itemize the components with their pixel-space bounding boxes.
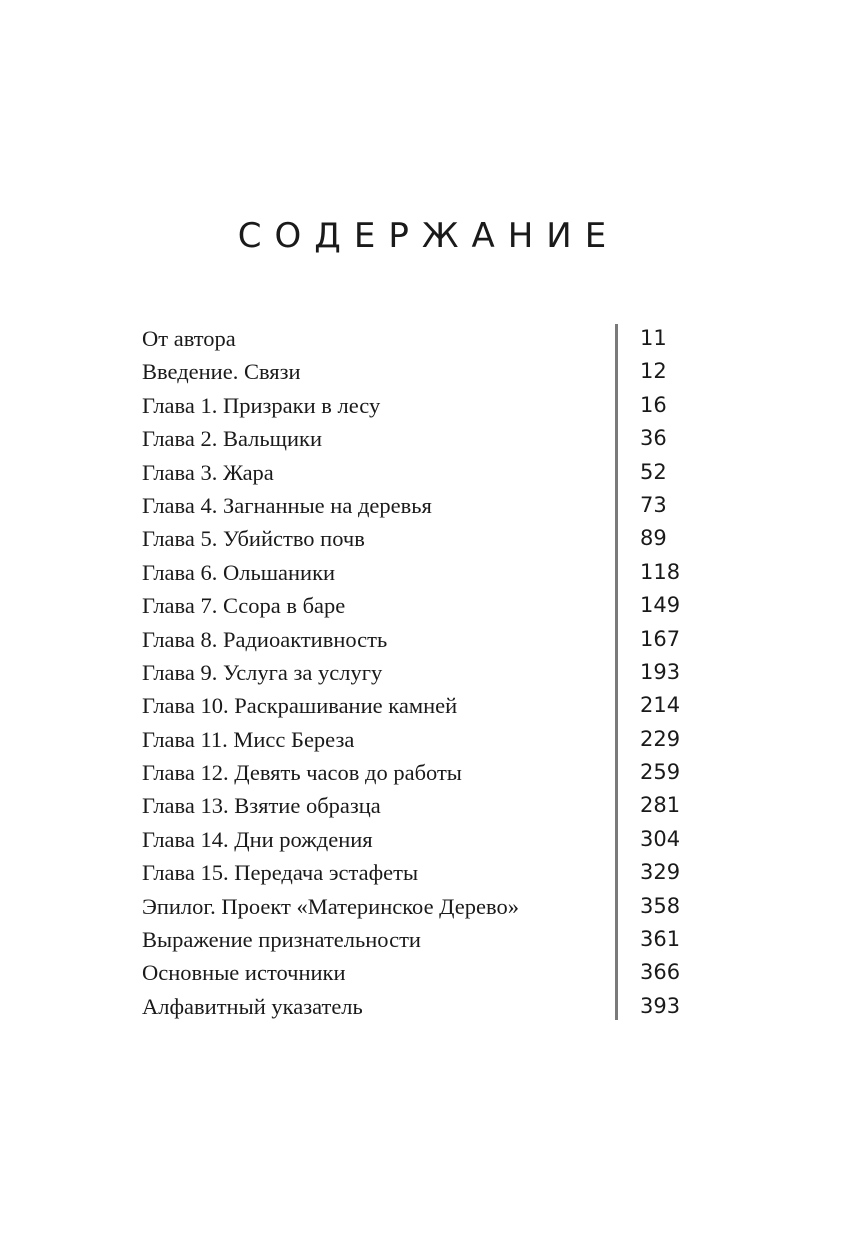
toc-entry-page: 12: [640, 359, 667, 384]
toc-entry-title: От автора: [142, 326, 236, 351]
toc-entry[interactable]: [142, 589, 702, 622]
toc-entry-title: Основные источники: [142, 960, 346, 986]
toc-entry-page: 89: [640, 526, 667, 551]
toc-entry-page: 11: [640, 326, 667, 350]
toc-entry[interactable]: [142, 322, 702, 355]
toc-entry-title: Глава 12. Девять часов до работы: [142, 760, 462, 786]
toc-entry[interactable]: [142, 422, 702, 455]
toc-entry-page: 358: [640, 893, 681, 918]
toc-entry-page: 281: [640, 793, 681, 818]
toc-entry[interactable]: [142, 923, 702, 956]
toc-entry[interactable]: [142, 689, 702, 722]
toc-entry-title: Глава 3. Жара: [142, 459, 274, 485]
toc-entry-page: 366: [640, 960, 681, 985]
toc-entry-title: Глава 7. Ссора в баре: [142, 593, 346, 619]
toc-entry-page: 259: [640, 760, 681, 785]
toc-entry-title: Глава 9. Услуга за услугу: [142, 659, 383, 685]
toc-entry-page: 361: [640, 927, 681, 952]
toc-entry[interactable]: [142, 489, 702, 522]
toc-entry-page: 73: [640, 492, 667, 517]
toc-entry-title: Глава 14. Дни рождения: [142, 826, 373, 852]
toc-entry-title: Глава 10. Раскрашивание камней: [142, 693, 458, 719]
toc-entry[interactable]: [142, 556, 702, 589]
toc-entry-page: 118: [640, 559, 681, 584]
toc-entry-page: 167: [640, 626, 681, 651]
toc-entry[interactable]: [142, 723, 702, 756]
toc-entry[interactable]: [142, 956, 702, 989]
toc-entry-page: 52: [640, 459, 667, 484]
toc-entry[interactable]: [142, 456, 702, 489]
toc-entry[interactable]: [142, 990, 702, 1023]
toc-entry-page: 193: [640, 659, 681, 684]
toc-entry-title: Глава 4. Загнанные на деревья: [142, 492, 432, 518]
toc-entry-page: 229: [640, 726, 681, 751]
toc-entry[interactable]: [142, 623, 702, 656]
toc-entry-title: Глава 5. Убийство почв: [142, 526, 365, 552]
toc-entry[interactable]: [142, 789, 702, 822]
toc-entry-title: Глава 15. Передача эстафеты: [142, 860, 419, 886]
toc-entry[interactable]: [142, 522, 702, 555]
toc-entry-page: 329: [640, 860, 681, 885]
toc-entry[interactable]: [142, 656, 702, 689]
toc-entry-title: Глава 13. Взятие образца: [142, 793, 381, 819]
toc-entry-title: Глава 6. Ольшаники: [142, 559, 336, 585]
toc-entry-page: 149: [640, 593, 681, 618]
toc-entry-title: Выражение признательности: [142, 927, 421, 953]
toc-entry[interactable]: [142, 389, 702, 422]
toc-entry-page: 393: [640, 993, 681, 1018]
toc-entry-title: Введение. Связи: [142, 359, 301, 385]
toc-entry[interactable]: [142, 856, 702, 889]
toc-entry-title: Эпилог. Проект «Материнское Дерево»: [142, 893, 519, 919]
toc-entry[interactable]: [142, 355, 702, 388]
toc-entry-page: 36: [640, 426, 667, 451]
toc-entry-title: Глава 8. Радиоактивность: [142, 626, 388, 652]
page-title: СОДЕРЖАНИЕ: [237, 216, 620, 256]
toc-entry-page: 304: [640, 826, 681, 851]
toc-entry-title: Глава 1. Призраки в лесу: [142, 392, 381, 418]
toc-entry[interactable]: [142, 823, 702, 856]
toc-entry[interactable]: [142, 756, 702, 789]
toc-entry-title: Глава 11. Мисс Береза: [142, 726, 355, 752]
toc-entry-page: 16: [640, 392, 667, 417]
toc-entry-page: 214: [640, 693, 681, 718]
toc-entry-title: Глава 2. Вальщики: [142, 426, 322, 452]
toc-entry-title: Алфавитный указатель: [142, 993, 363, 1019]
toc-entry[interactable]: [142, 890, 702, 923]
table-of-contents: [142, 322, 702, 1023]
